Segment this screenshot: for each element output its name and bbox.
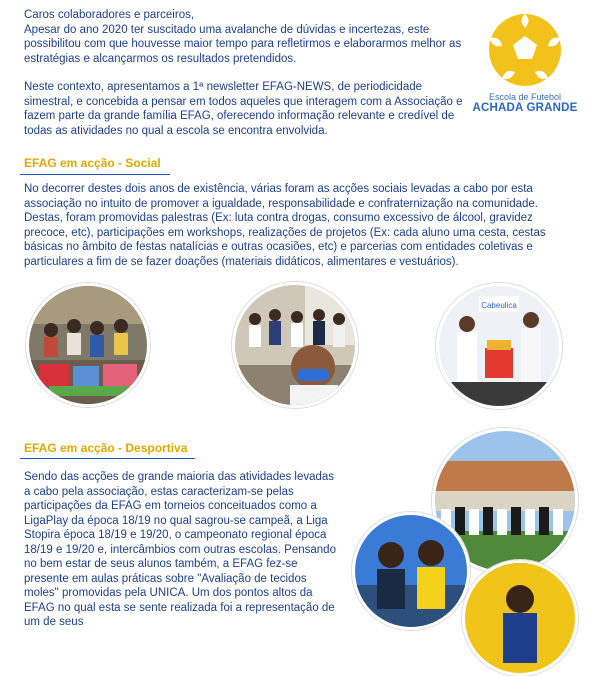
logo-name: ACHADA GRANDE	[472, 102, 578, 114]
social-photo-donations	[26, 283, 150, 407]
greeting: Caros colaboradores e parceiros,	[24, 9, 195, 21]
intro-text	[24, 8, 464, 152]
sport-photo-player	[462, 560, 578, 676]
football-ball-icon	[480, 10, 570, 90]
sport-photo-duo	[352, 512, 470, 630]
social-photo-group	[232, 282, 358, 408]
partner-sign: Cabeulica	[481, 301, 517, 310]
social-section-body: No decorrer destes dois anos de existência, várias foram as acções sociais levadas a cabo por esta associação no intuito de promover a igualdade, responsabilidade e confraternização na comunidade. Destas, foram promovidas palestras (Ex: luta contra drogas, consumo excessivo de álcool, gravidez precoce, etc), participações em workshops, realizações de projetos (Ex: cada aluno uma cesta, cestas básicas no âmbito de festas natalícias e outras ocasiões, etc) e parcerias com entidades coletivas e particulares a fim de se fazer doações (materiais didáticos, alimentares e vestuários).	[24, 183, 546, 268]
school-logo	[470, 10, 580, 122]
intro-paragraph-2: Neste contexto, apresentamos a 1ª newsletter EFAG-NEWS, de periodicidade simestral, e concebida a pensar em todos aqueles que interagem com a Associação e fazem parte da grande família EFAG, oferecendo informação relevante e credível de todas as atividades no qual a escola se encontra envolvida.	[24, 81, 463, 137]
social-section-rule	[20, 174, 170, 175]
sport-section-body: Sendo das acções de grande maioria das atividades levadas a cabo pela associação, estas caracterizam-se pelas participações da EFAG em torneios conceituados como a LigaPlay da época 18/19 no qual sagrou-se campeã, a Liga Stopira época 18/19 e 19/20, o campeonato regional época 18/19 e 19/20 e, intercâmbios com outras escolas. Pensando no bem estar de seus alunos também, a EFAG fez-se presente em aulas práticas sobre "Avaliação de tecidos moles" promovidas pela UNICA. Um dos pontos altos da EFAG no qual esta se sente realizada foi a representação de um de seus	[24, 471, 336, 628]
social-section-title: EFAG em acção - Social	[24, 156, 161, 170]
social-photo-partners	[436, 283, 562, 409]
sport-section-rule	[20, 458, 195, 459]
intro-body-1: Apesar do ano 2020 ter suscitado uma avalanche de dúvidas e incertezas, este possibilitou com que houvesse maior tempo para refletirmos e elaborarmos melhor as estratégias e alcançarmos os resultados pretendidos.	[24, 23, 462, 65]
sport-section-title: EFAG em acção - Desportiva	[24, 441, 188, 455]
intro-paragraph-1	[24, 8, 464, 66]
logo-subtitle: Escola de Futebol	[488, 92, 562, 102]
